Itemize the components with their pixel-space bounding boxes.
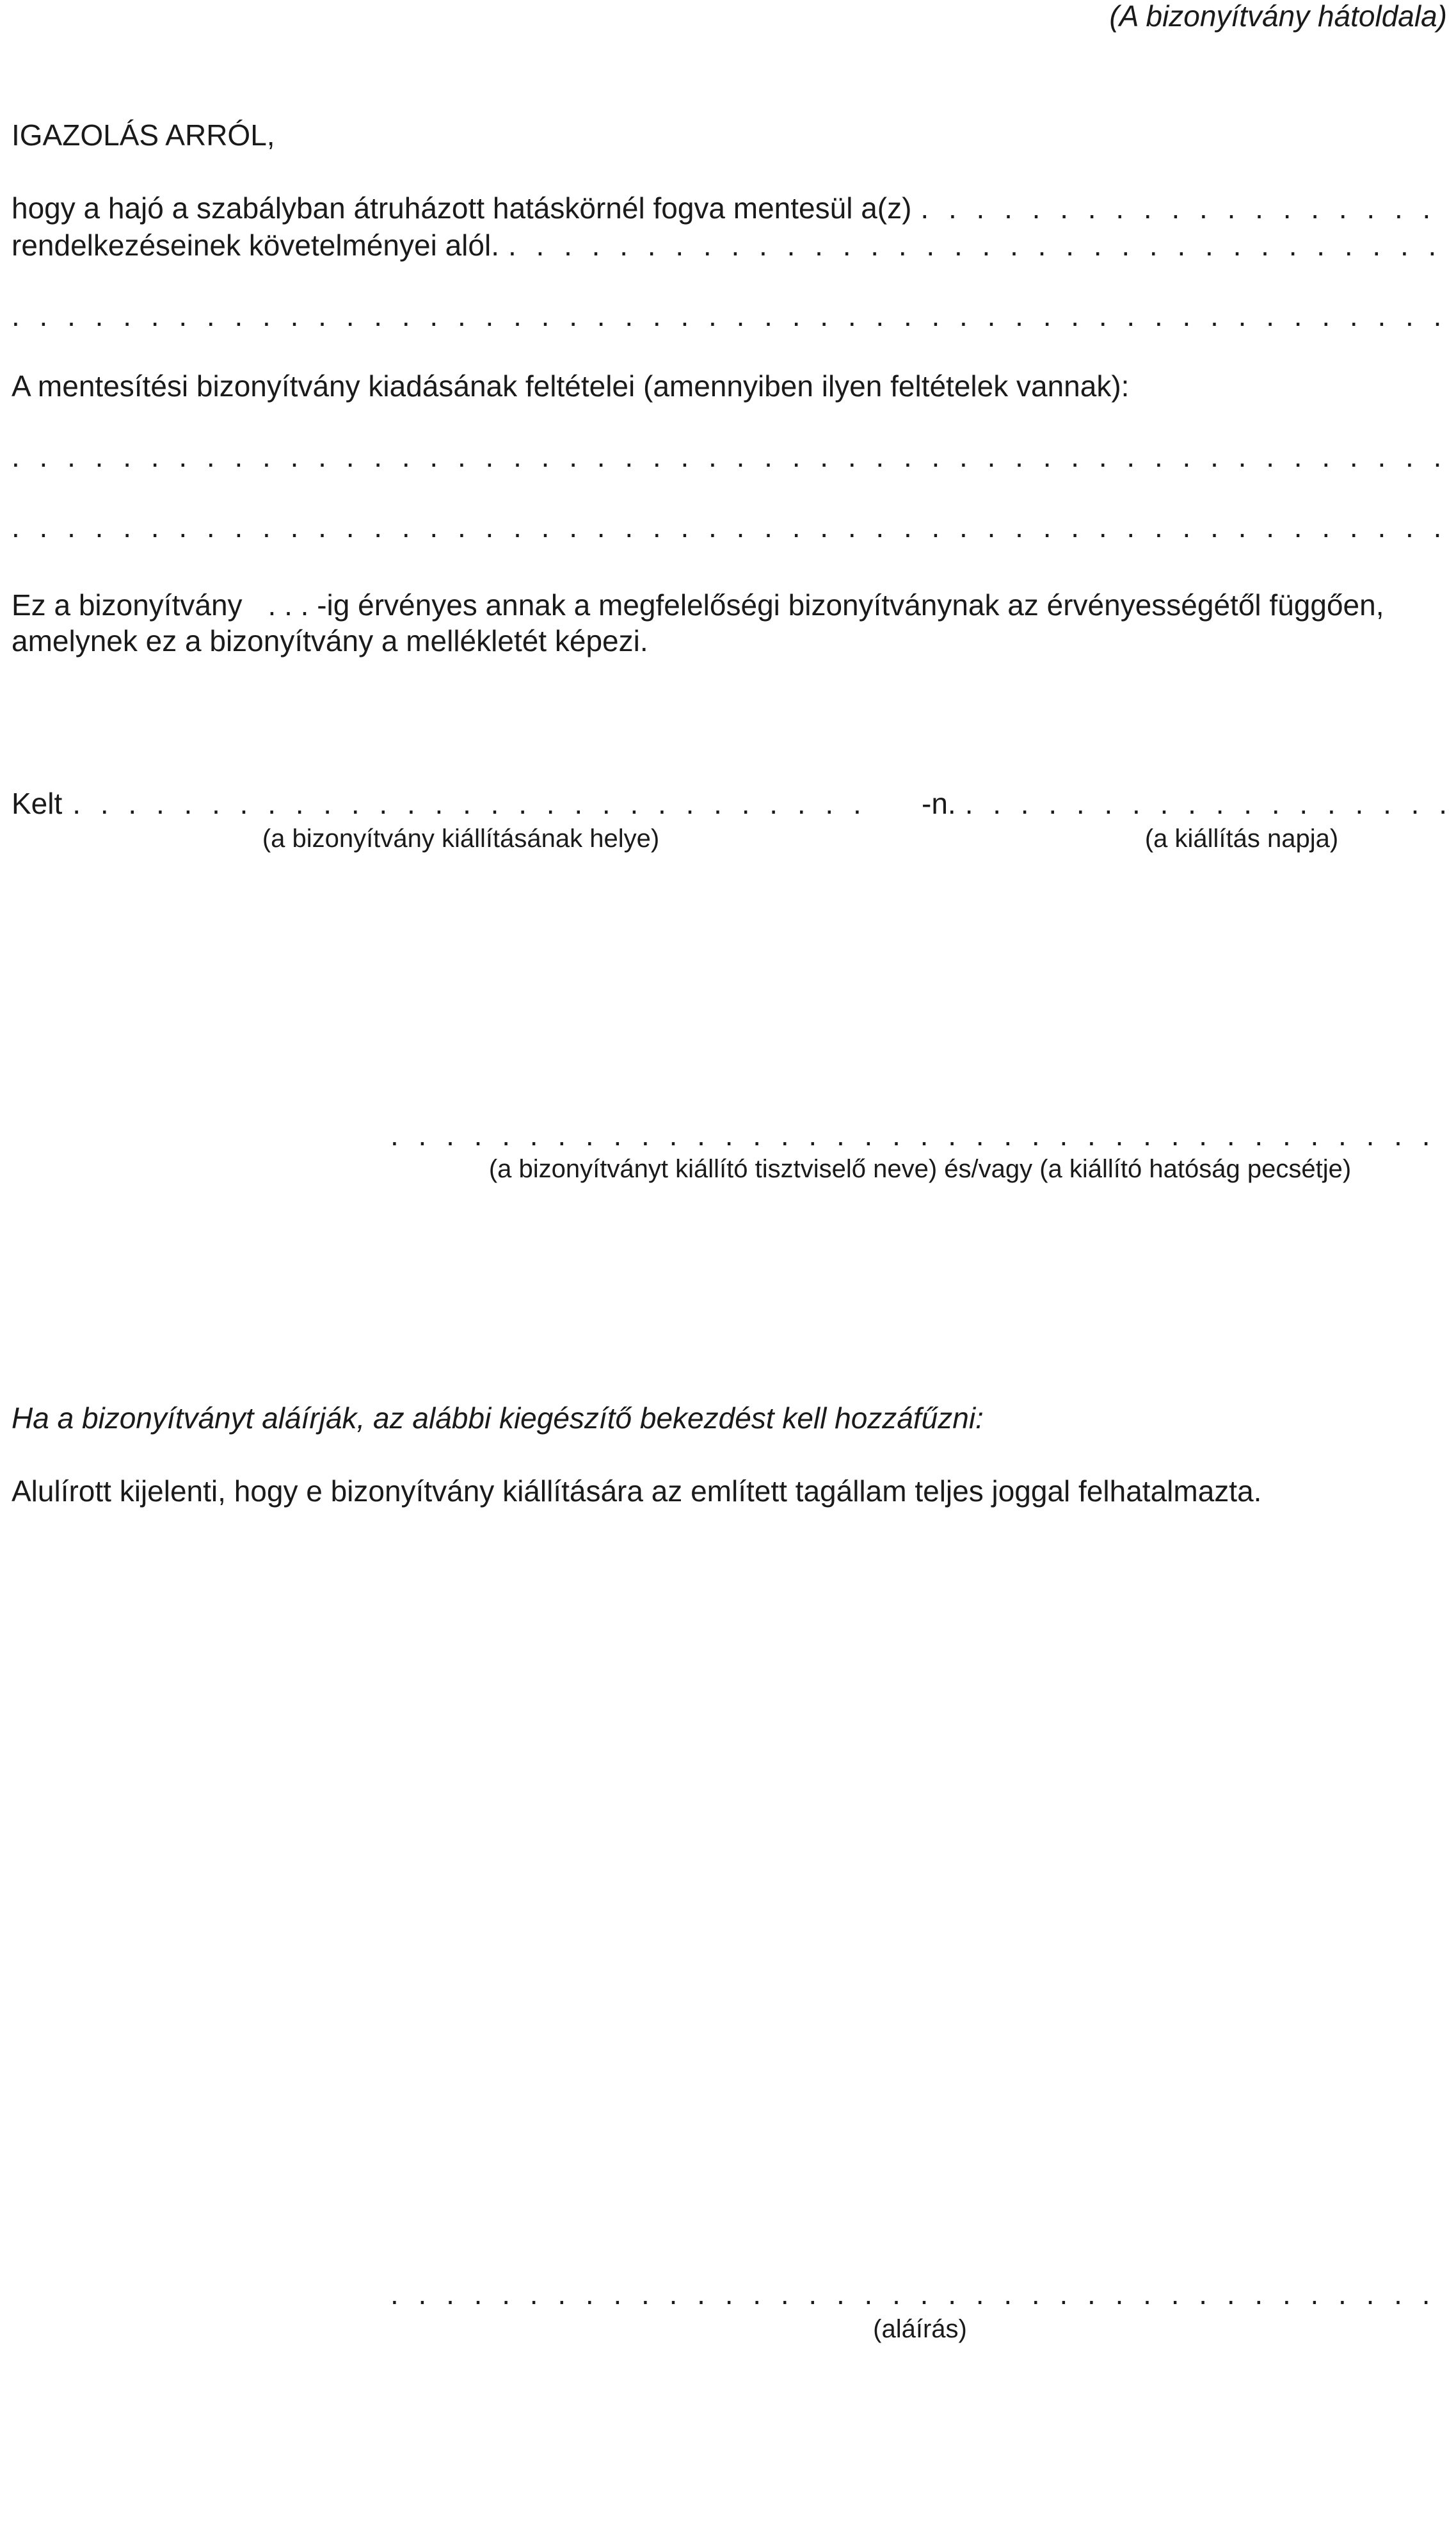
exemption-fill-dots-2 (508, 230, 1450, 260)
exemption-line-1 (12, 193, 1450, 229)
official-fill-dots (390, 1120, 1450, 1150)
kelt-label: Kelt (12, 787, 63, 820)
conditions-blank-line-2 (12, 512, 1450, 548)
signature-caption: (aláírás) (873, 2315, 967, 2343)
issue-place-caption: (a bizonyítvány kiállításának helye) (262, 825, 660, 853)
signed-note-statement: Alulírott kijelenti, hogy e bizonyítvány kiállítására az említett tagállam teljes joggal felhatalmazta. (12, 1474, 1262, 1508)
signed-note-heading: Ha a bizonyítványt aláírják, az alábbi kiegészítő bekezdést kell hozzáfűzni: (12, 1401, 984, 1435)
validity-line-1 (12, 590, 1384, 620)
blank-fill-dots-3 (12, 512, 1450, 542)
validity-prefix: Ez a bizonyítvány (12, 588, 243, 622)
conditions-heading: A mentesítési bizonyítvány kiadásának feltételei (amennyiben ilyen feltételek vannak): (12, 369, 1130, 403)
exemption-line-2 (12, 230, 1450, 266)
validity-line-2: amelynek ez a bizonyítvány a mellékletét képezi. (12, 624, 648, 657)
issue-place-line (12, 789, 883, 818)
validity-date-dots: . . . (268, 588, 309, 622)
issue-place-dots (72, 789, 883, 818)
conditions-blank-line-1 (12, 442, 1450, 478)
issue-date-caption: (a kiállítás napja) (1144, 825, 1339, 853)
exemption-text-2: rendelkezéseinek követelményei alól. (12, 229, 499, 262)
exemption-fill-dots-1 (920, 193, 1450, 223)
issue-date-dots (965, 789, 1450, 818)
signature-line (390, 2279, 1450, 2309)
document-title: IGAZOLÁS ARRÓL, (12, 118, 275, 152)
back-side-label: (A bizonyítvány hátoldala) (1109, 0, 1447, 33)
n-suffix-label: -n. (922, 787, 956, 820)
official-caption: (a bizonyítványt kiállító tisztviselő neve) és/vagy (a kiállító hatóság pecsétje) (488, 1155, 1352, 1183)
issue-date-line (922, 789, 1450, 818)
official-signature-line (390, 1120, 1450, 1150)
exemption-text-1: hogy a hajó a szabályban átruházott hatáskörnél fogva mentesül a(z) (12, 191, 912, 225)
signature-fill-dots (390, 2279, 1450, 2309)
blank-fill-dots-2 (12, 442, 1450, 471)
blank-fill-dots-1 (12, 301, 1450, 330)
validity-suffix: -ig érvényes annak a megfelelőségi bizonyítványnak az érvényességétől függően, (317, 588, 1384, 622)
exemption-blank-line (12, 301, 1450, 337)
